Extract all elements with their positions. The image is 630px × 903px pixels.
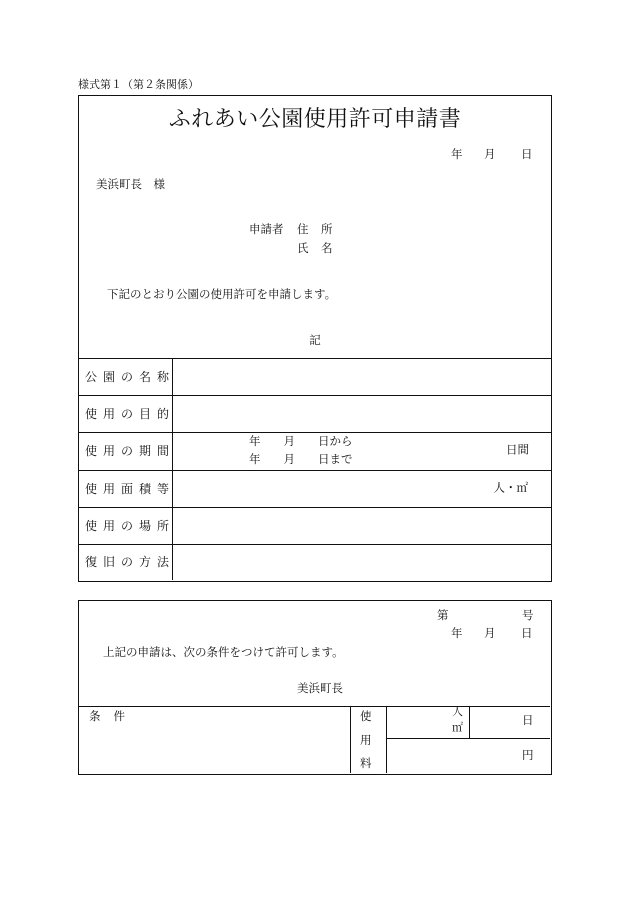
form-title: ふれあい公園使用許可申請書 (168, 106, 462, 131)
addressee: 美浜町長 様 (96, 179, 165, 191)
table-row (79, 358, 551, 395)
application-section (78, 95, 552, 582)
table-row (79, 432, 551, 470)
fee-unit-divider (469, 706, 470, 738)
fee-yen-unit: 円 (522, 750, 534, 762)
form-number-label: 様式第１（第２条関係） (78, 79, 199, 91)
location-value (173, 508, 551, 544)
period-value (173, 433, 551, 470)
period-days-unit: 日間 (506, 444, 529, 457)
fee-label: 使用料 (360, 711, 372, 770)
fee-persons-unit: 人 (452, 706, 463, 718)
area-unit: 人・㎡ (493, 481, 528, 494)
area-value (173, 471, 551, 507)
permit-issuer: 美浜町長 (297, 683, 343, 695)
restoration-label: 復旧の方法 (79, 545, 173, 581)
permit-section (78, 600, 552, 775)
fee-row-divider (386, 738, 551, 739)
purpose-label: 使用の目的 (79, 396, 173, 432)
table-row (79, 470, 551, 507)
period-from: 年 月 日から (249, 435, 353, 448)
application-date-year: 年 (451, 148, 463, 161)
park-name-value (173, 359, 551, 395)
location-label: 使用の場所 (79, 508, 173, 544)
conditions-divider (350, 706, 351, 774)
area-label: 使用面積等 (79, 471, 173, 507)
ki-heading: 記 (309, 335, 321, 347)
table-row (79, 544, 551, 581)
permit-number-prefix: 第 (437, 610, 449, 622)
applicant-label: 申請者 (249, 224, 284, 236)
table-row (79, 507, 551, 544)
permit-statement: 上記の申請は、次の条件をつけて許可します。 (103, 647, 344, 659)
period-label: 使用の期間 (79, 433, 173, 470)
fee-label-divider (386, 706, 387, 774)
permit-date-day: 日 (521, 628, 533, 640)
fee-sqm-unit: ㎡ (452, 722, 463, 734)
permit-date-year: 年 (451, 628, 463, 640)
address-label: 住所 (297, 224, 345, 236)
permit-number-suffix: 号 (522, 610, 534, 622)
conditions-label: 条件 (89, 711, 138, 723)
park-name-label: 公園の名称 (79, 359, 173, 395)
table-row (79, 395, 551, 432)
purpose-value (173, 396, 551, 432)
name-label: 氏名 (297, 243, 345, 255)
application-date-month: 月 (484, 148, 496, 161)
restoration-value (173, 545, 551, 581)
application-date-day: 日 (521, 148, 533, 161)
permit-divider (79, 706, 550, 707)
period-to: 年 月 日まで (249, 454, 353, 466)
application-statement: 下記のとおり公園の使用許可を申請します。 (107, 289, 337, 301)
permit-date-month: 月 (484, 628, 496, 640)
fee-days-unit: 日 (522, 715, 534, 727)
